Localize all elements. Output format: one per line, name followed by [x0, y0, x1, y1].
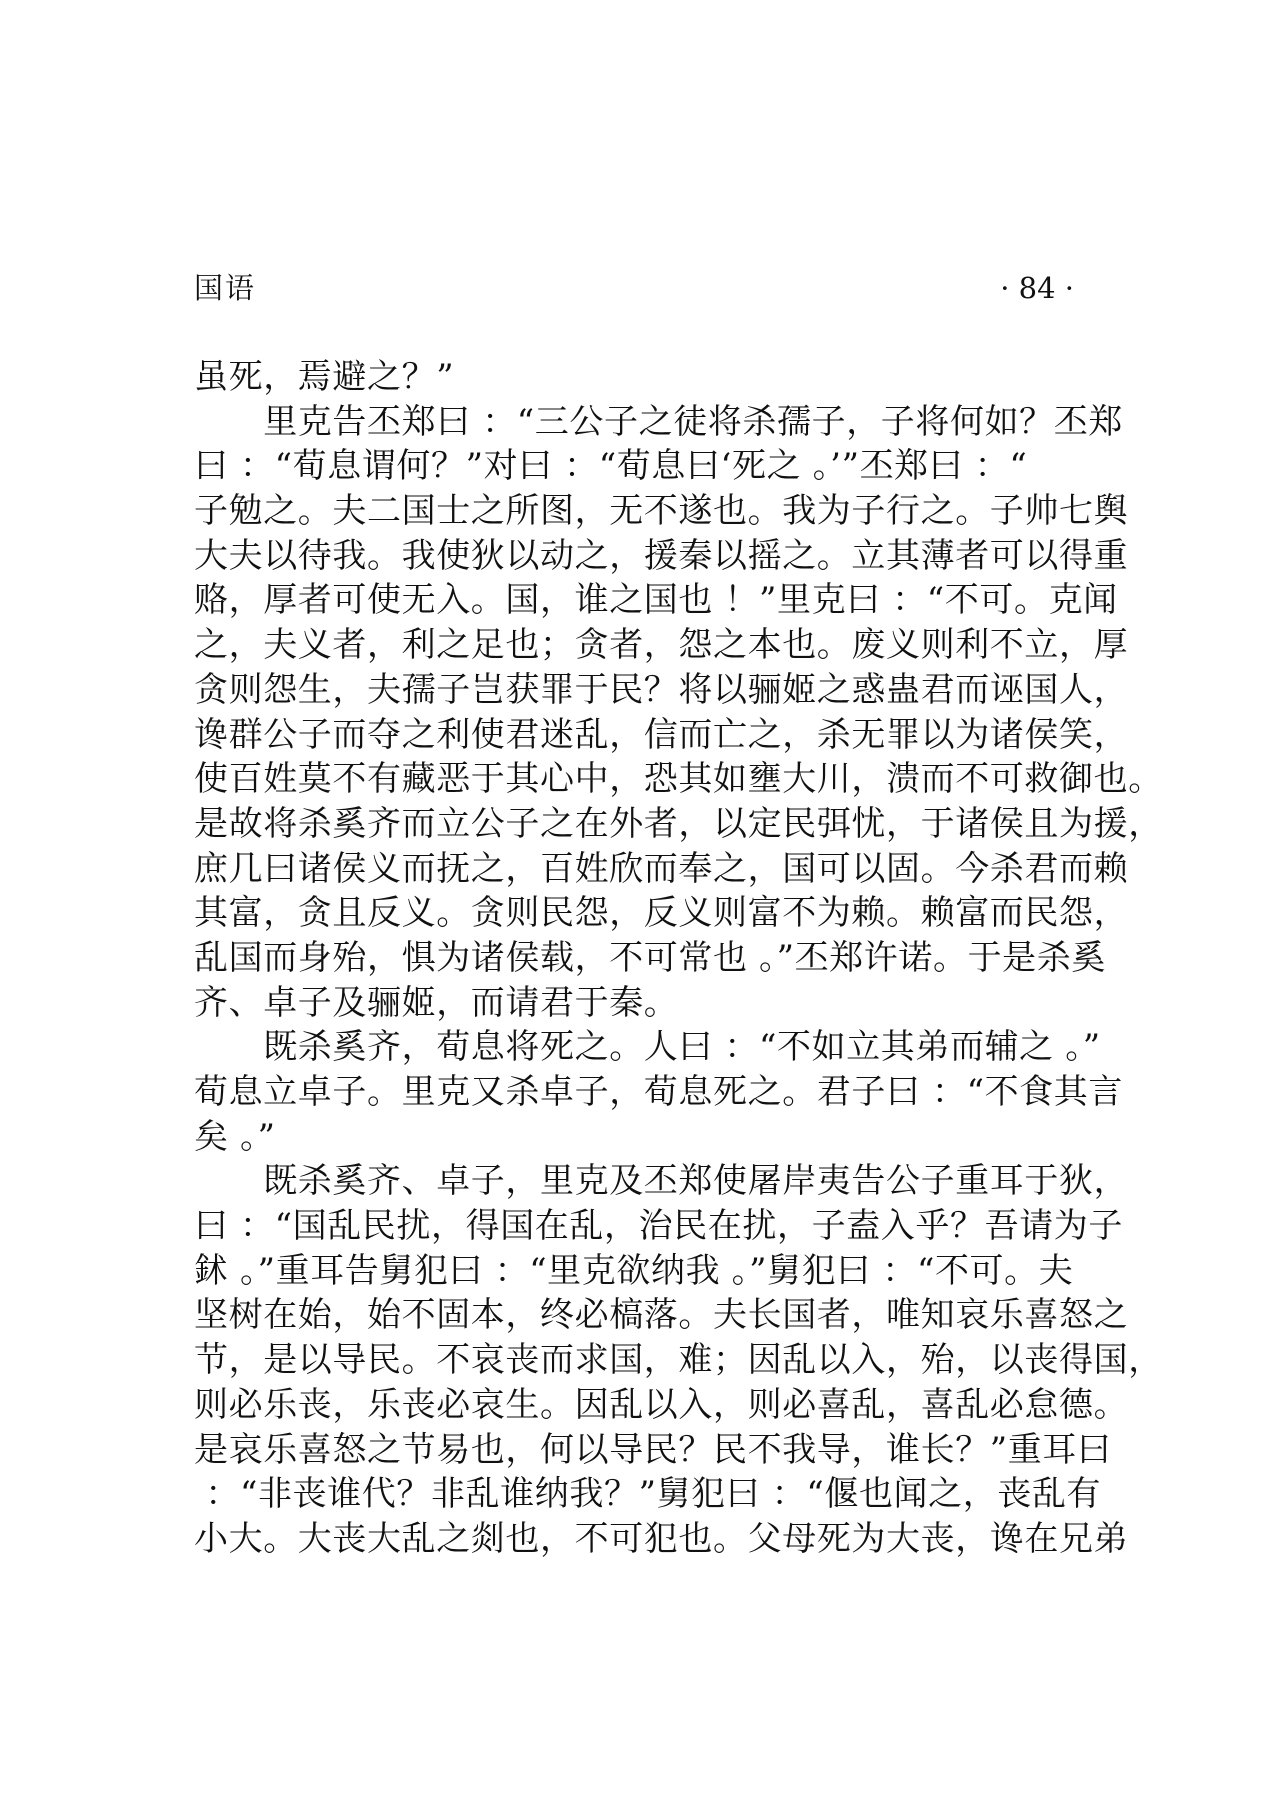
- text-line: 其富，贪且反义。贪则民怨，反义则富不为赖。赖富而民怨，: [194, 893, 1129, 934]
- text-line: 庶几曰诸侯义而抚之，百姓欣而奉之，国可以固。今杀君而赖: [194, 848, 1129, 889]
- text-line: ：“非丧谁代？非乱谁纳我？”舅犯曰 ：“偃也闻之，丧乱有: [194, 1474, 1102, 1515]
- page-number: · 84 ·: [1000, 271, 1074, 305]
- text-line: 鉥 。”重耳告舅犯曰 ：“里克欲纳我 。”舅犯曰 ：“不可。夫: [194, 1250, 1074, 1291]
- text-line: 既杀奚齐，荀息将死之。人曰 ：“不如立其弟而辅之 。”: [194, 1027, 1101, 1068]
- text-line: 贪则怨生，夫孺子岂获罪于民？将以骊姬之惑蛊君而诬国人，: [194, 669, 1129, 710]
- text-line: 赂，厚者可使无入。国，谁之国也 ！”里克曰 ：“不可。克闻: [194, 580, 1118, 621]
- text-line: 里克告丕郑曰 ：“三公子之徒将杀孺子，子将何如？丕郑: [194, 401, 1123, 442]
- text-line: 则必乐丧，乐丧必哀生。因乱以入，则必喜乱，喜乱必怠德。: [194, 1384, 1129, 1425]
- text-line: 虽死，焉避之？”: [194, 357, 455, 397]
- text-line: 齐、卓子及骊姬，而请君于秦。: [194, 982, 679, 1023]
- book-title: 国语: [194, 271, 257, 305]
- text-line: 矣 。”: [194, 1116, 276, 1157]
- text-line: 坚树在始，始不固本，终必槁落。夫长国者，唯知哀乐喜怒之: [194, 1295, 1129, 1336]
- text-line: 曰 ：“荀息谓何？”对曰 ：“荀息曰‘死之 。’”丕郑曰 ：“: [194, 446, 1028, 487]
- page-header: [194, 266, 1074, 310]
- text-line: 使百姓莫不有藏恶于其心中，恐其如壅大川，溃而不可救御也。: [194, 759, 1163, 800]
- text-line: 节，是以导民。不哀丧而求国，难；因乱以入，殆，以丧得国，: [194, 1340, 1163, 1381]
- text-line: 既杀奚齐、卓子，里克及丕郑使屠岸夷告公子重耳于狄，: [194, 1161, 1129, 1202]
- text-line: 之，夫义者，利之足也；贪者，怨之本也。废义则利不立，厚: [194, 625, 1129, 666]
- text-line: 谗群公子而夺之利使君迷乱，信而亡之，杀无罪以为诸侯笑，: [194, 714, 1129, 755]
- body-text: [194, 355, 1163, 1562]
- text-line: 是哀乐喜怒之节易也，何以导民？民不我导，谁长？”重耳曰: [194, 1429, 1112, 1470]
- text-line: 小大。大丧大乱之剡也，不可犯也。父母死为大丧，谗在兄弟: [194, 1518, 1129, 1559]
- text-line: 曰 ：“国乱民扰，得国在乱，治民在扰，子盍入乎？吾请为子: [194, 1206, 1123, 1247]
- text-line: 大夫以待我。我使狄以动之，援秦以摇之。立其薄者可以得重: [194, 535, 1129, 576]
- text-line: 子勉之。夫二国士之所图，无不遂也。我为子行之。子帅七舆: [194, 491, 1129, 532]
- text-line: 乱国而身殆，惧为诸侯载，不可常也 。”丕郑许诺。于是杀奚: [194, 937, 1106, 978]
- text-line: 是故将杀奚齐而立公子之在外者，以定民弭忧，于诸侯且为援，: [194, 803, 1163, 844]
- text-line: 荀息立卓子。里克又杀卓子，荀息死之。君子曰 ：“不食其言: [194, 1072, 1123, 1112]
